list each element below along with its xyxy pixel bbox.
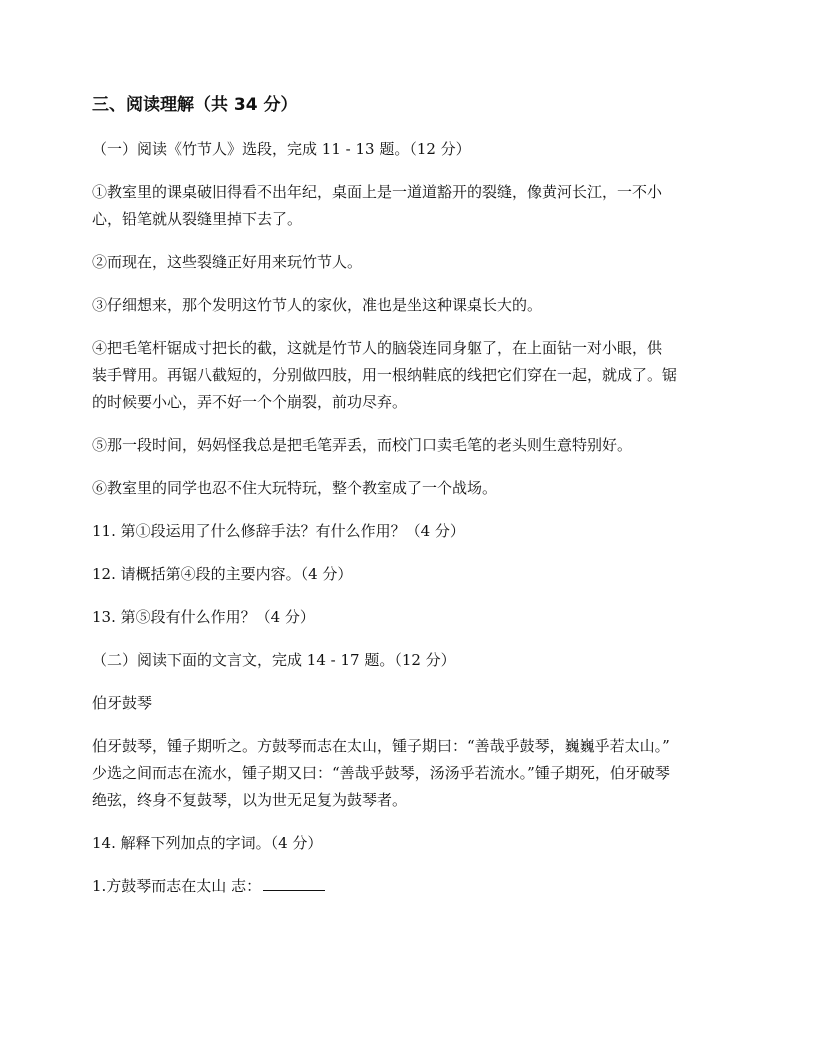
paragraph-5-line-1: ⑤那一段时间，妈妈怪我总是把毛笔弄丢，而校门口卖毛笔的老头则生意特别好。 <box>92 436 633 454</box>
paragraph-2-line-1: ②而现在，这些裂缝正好用来玩竹节人。 <box>92 253 363 271</box>
question-14-item-1-text: 1.方鼓琴而志在太山 志： <box>92 877 262 895</box>
paragraph-1-line-1: ①教室里的课桌破旧得看不出年纪，桌面上是一道道豁开的裂缝，像黄河长江，一不小 <box>92 183 663 201</box>
paragraph-4-line-3: 的时候要小心，弄不好一个个崩裂，前功尽弃。 <box>92 393 408 411</box>
question-13: 13. 第⑤段有什么作用？（4 分） <box>92 608 315 626</box>
worksheet-page <box>92 92 732 900</box>
paragraph-2 <box>92 249 732 276</box>
classical-text-line-3: 绝弦，终身不复鼓琴，以为世无足复为鼓琴者。 <box>92 791 408 809</box>
section-title: 三、阅读理解（共 34 分） <box>92 95 298 115</box>
paragraph-1-line-2: 心，铅笔就从裂缝里掉下去了。 <box>92 210 303 228</box>
part2-heading: （二）阅读下面的文言文，完成 14 - 17 题。（12 分） <box>92 651 456 669</box>
paragraph-3-line-1: ③仔细想来，那个发明这竹节人的家伙，准也是坐这种课桌长大的。 <box>92 296 543 314</box>
paragraph-6-line-1: ⑥教室里的同学也忍不住大玩特玩，整个教室成了一个战场。 <box>92 479 498 497</box>
question-14: 14. 解释下列加点的字词。（4 分） <box>92 834 323 852</box>
question-12: 12. 请概括第④段的主要内容。（4 分） <box>92 565 353 583</box>
paragraph-4-line-2: 装手臂用。再锯八截短的，分别做四肢，用一根纳鞋底的线把它们穿在一起，就成了。锯 <box>92 366 678 384</box>
part1-heading: （一）阅读《竹节人》选段，完成 11 - 13 题。（12 分） <box>92 140 471 158</box>
paragraph-4-line-1: ④把毛笔杆锯成寸把长的截，这就是竹节人的脑袋连同身躯了，在上面钻一对小眼，供 <box>92 339 663 357</box>
classical-text <box>92 733 732 814</box>
paragraph-5 <box>92 432 732 459</box>
paragraph-6 <box>92 475 732 502</box>
answer-blank[interactable] <box>263 874 325 891</box>
classical-text-line-2: 少选之间而志在流水，锺子期又曰：“善哉乎鼓琴，汤汤乎若流水。”锺子期死，伯牙破琴 <box>92 764 670 782</box>
classical-text-title: 伯牙鼓琴 <box>92 694 153 712</box>
paragraph-1 <box>92 179 732 233</box>
classical-text-line-1: 伯牙鼓琴，锺子期听之。方鼓琴而志在太山，锺子期曰：“善哉乎鼓琴，巍巍乎若太山。” <box>92 737 670 755</box>
question-14-item-1 <box>92 873 732 900</box>
paragraph-4 <box>92 335 732 416</box>
question-11: 11. 第①段运用了什么修辞手法？有什么作用？（4 分） <box>92 522 465 540</box>
paragraph-3 <box>92 292 732 319</box>
